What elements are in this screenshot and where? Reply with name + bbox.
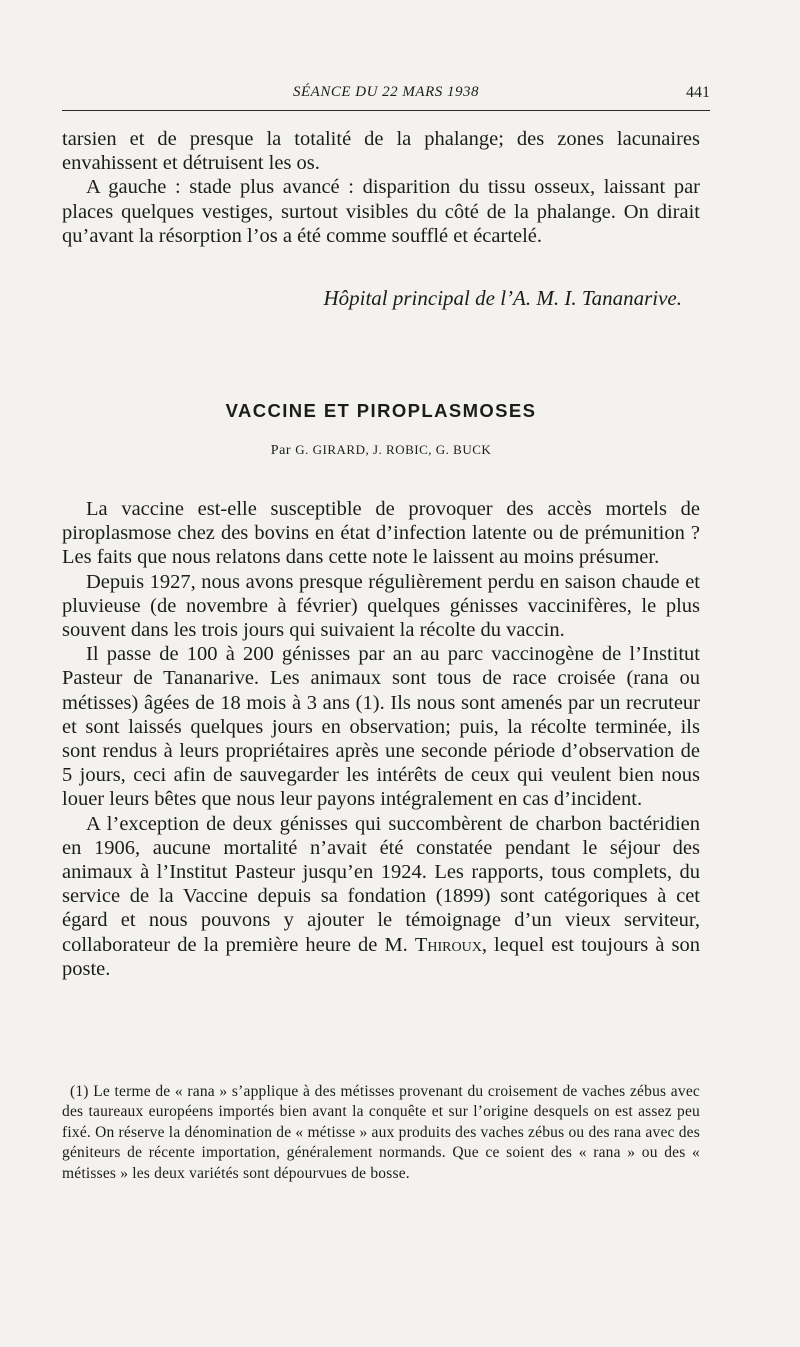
author-list: G. GIRARD, J. ROBIC, G. BUCK (295, 442, 492, 457)
byline (62, 442, 700, 459)
running-head (62, 84, 710, 108)
previous-article-end (62, 127, 700, 248)
paragraph: Depuis 1927, nous avons presque régulièrement perdu en saison chaude et pluvieuse (de novembre à février) quelques génisses vaccinifères, le plus souvent dans les trois jours qui suivaient la récolte du vaccin. (62, 570, 700, 642)
paragraph: La vaccine est-elle susceptible de provoquer des accès mortels de piroplasmose chez des bovins en état d’infection latente ou de prémunition ? Les faits que nous relatons dans cette note le laissent au moins présumer. (62, 498, 700, 569)
paragraph: A gauche : stade plus avancé : disparition du tissu osseux, laissant par places quelques vestiges, surtout visibles du côté de la phalange. On dirait qu’avant la résorption l’os a été comme soufflé et écartelé. (62, 176, 700, 247)
footnote: (1) Le terme de « rana » s’applique à des métisses provenant du croisement de vaches zébus avec des taureaux européens importés bien avant la conquête et sur l’origine desquels on est assez peu fixé. On réserve la dénomination de « métisse » aux produits des vaches zébus ou des rana avec des géniteurs de récente importation, généralement normands. Que ce soient des « rana » ou des « métisses » les deux variétés sont dépourvues de bosse. (62, 1083, 700, 1182)
signature-affiliation: Hôpital principal de l’A. M. I. Tananarive. (323, 286, 682, 310)
header-rule (62, 110, 710, 111)
page-number: 441 (686, 84, 710, 101)
person-name: Thiroux (414, 933, 482, 956)
paragraph: tarsien et de presque la totalité de la phalange; des zones lacunaires envahissent et détruisent les os. (62, 128, 700, 175)
paragraph (62, 812, 700, 981)
article-title: VACCINE ET PIROPLASMOSES (225, 400, 537, 421)
byline-prefix: Par (270, 443, 292, 458)
running-title: SÉANCE DU 22 MARS 1938 (293, 84, 479, 100)
paragraph-text: , lequel est toujours à son poste. (62, 933, 700, 980)
paragraph: Il passe de 100 à 200 génisses par an au parc vaccinogène de l’Institut Pasteur de Tananarive. Les animaux sont tous de race croisée (rana ou métisses) âgées de 18 mois à 3 ans (1). Ils nous sont amenés par un recruteur et sont laissés quelques jours en observation; puis, la récolte terminée, ils sont rendus à leurs propriétaires après une seconde période d’observation de 5 jours, ceci afin de sauvegarder les intérêts de ceux qui veulent bien nous louer leurs bêtes que nous leur payons intégralement en cas d’incident. (62, 643, 700, 811)
footnotes (62, 1082, 700, 1184)
article-body (62, 497, 700, 981)
paragraph-text: A l’exception de deux génisses qui succombèrent de charbon bactéridien en 1906, aucune mortalité n’avait été constatée pendant le séjour des animaux à l’Institut Pasteur jusqu’en 1924. Les rapports, tous complets, du service de la Vaccine depuis sa fondation (1899) sont catégoriques à cet égard et nous pouvons y ajouter le témoignage d’un vieux serviteur, collaborateur de la première heure de M. (62, 812, 700, 956)
